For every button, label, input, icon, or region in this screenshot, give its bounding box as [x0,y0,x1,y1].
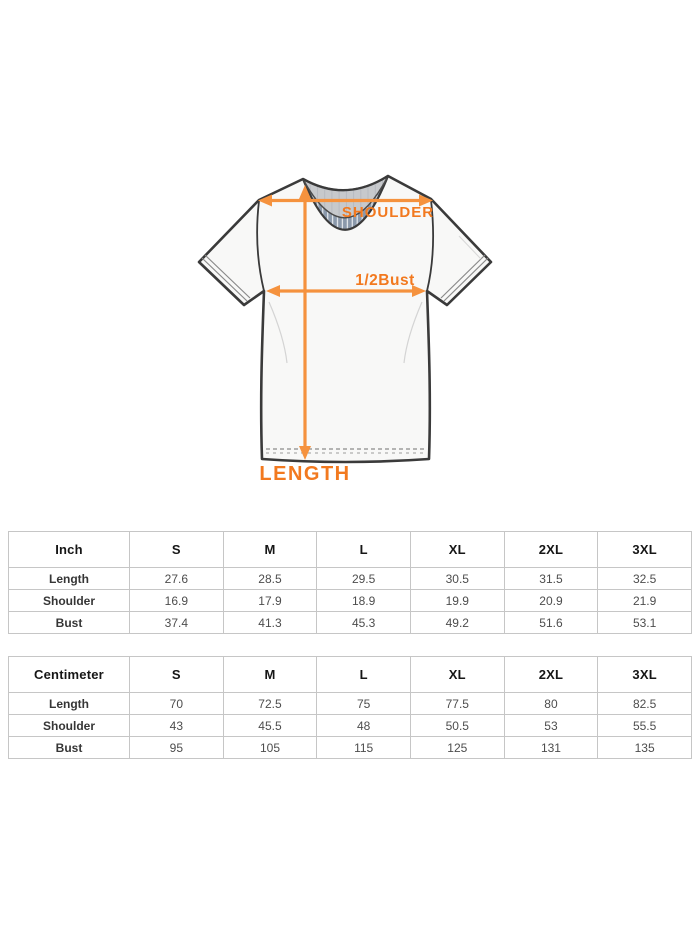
value-cell: 45.5 [223,715,317,737]
value-cell: 20.9 [504,590,598,612]
header-row [9,532,692,568]
value-cell: 50.5 [410,715,504,737]
value-cell: 80 [504,693,598,715]
value-cell: 105 [223,737,317,759]
shoulder-label: SHOULDER [341,204,435,221]
value-cell: 21.9 [598,590,692,612]
value-cell: 28.5 [223,568,317,590]
size-header-cell: M [223,532,317,568]
size-header-cell: XL [410,532,504,568]
size-table-centimeter [8,656,692,759]
value-cell: 95 [130,737,224,759]
value-cell: 70 [130,693,224,715]
value-cell: 29.5 [317,568,411,590]
value-cell: 30.5 [410,568,504,590]
value-cell: 131 [504,737,598,759]
unit-label-cell: Centimeter [9,657,130,693]
value-cell: 31.5 [504,568,598,590]
size-header-cell: XL [410,657,504,693]
value-cell: 37.4 [130,612,224,634]
value-cell: 51.6 [504,612,598,634]
row-label-cell: Bust [9,612,130,634]
value-cell: 75 [317,693,411,715]
size-header-cell: L [317,532,411,568]
value-cell: 27.6 [130,568,224,590]
value-cell: 18.9 [317,590,411,612]
table-row [9,715,692,737]
row-label-cell: Bust [9,737,130,759]
value-cell: 16.9 [130,590,224,612]
size-header-cell: 2XL [504,532,598,568]
size-header-cell: S [130,532,224,568]
value-cell: 135 [598,737,692,759]
value-cell: 77.5 [410,693,504,715]
table-row [9,568,692,590]
size-tables [8,531,692,759]
size-table-inch [8,531,692,634]
table-row [9,693,692,715]
table-row [9,612,692,634]
value-cell: 125 [410,737,504,759]
bust-label: 1/2Bust [355,272,415,289]
value-cell: 17.9 [223,590,317,612]
row-label-cell: Shoulder [9,590,130,612]
size-header-cell: S [130,657,224,693]
value-cell: 72.5 [223,693,317,715]
value-cell: 19.9 [410,590,504,612]
size-header-cell: M [223,657,317,693]
header-row [9,657,692,693]
length-label: LENGTH [259,463,351,485]
size-header-cell: L [317,657,411,693]
size-header-cell: 2XL [504,657,598,693]
size-header-cell: 3XL [598,657,692,693]
value-cell: 32.5 [598,568,692,590]
row-label-cell: Length [9,568,130,590]
unit-label-cell: Inch [9,532,130,568]
value-cell: 48 [317,715,411,737]
value-cell: 115 [317,737,411,759]
value-cell: 49.2 [410,612,504,634]
size-header-cell: 3XL [598,532,692,568]
table-row [9,590,692,612]
value-cell: 53 [504,715,598,737]
value-cell: 55.5 [598,715,692,737]
row-label-cell: Shoulder [9,715,130,737]
value-cell: 45.3 [317,612,411,634]
table-row [9,737,692,759]
value-cell: 82.5 [598,693,692,715]
value-cell: 53.1 [598,612,692,634]
value-cell: 43 [130,715,224,737]
value-cell: 41.3 [223,612,317,634]
row-label-cell: Length [9,693,130,715]
